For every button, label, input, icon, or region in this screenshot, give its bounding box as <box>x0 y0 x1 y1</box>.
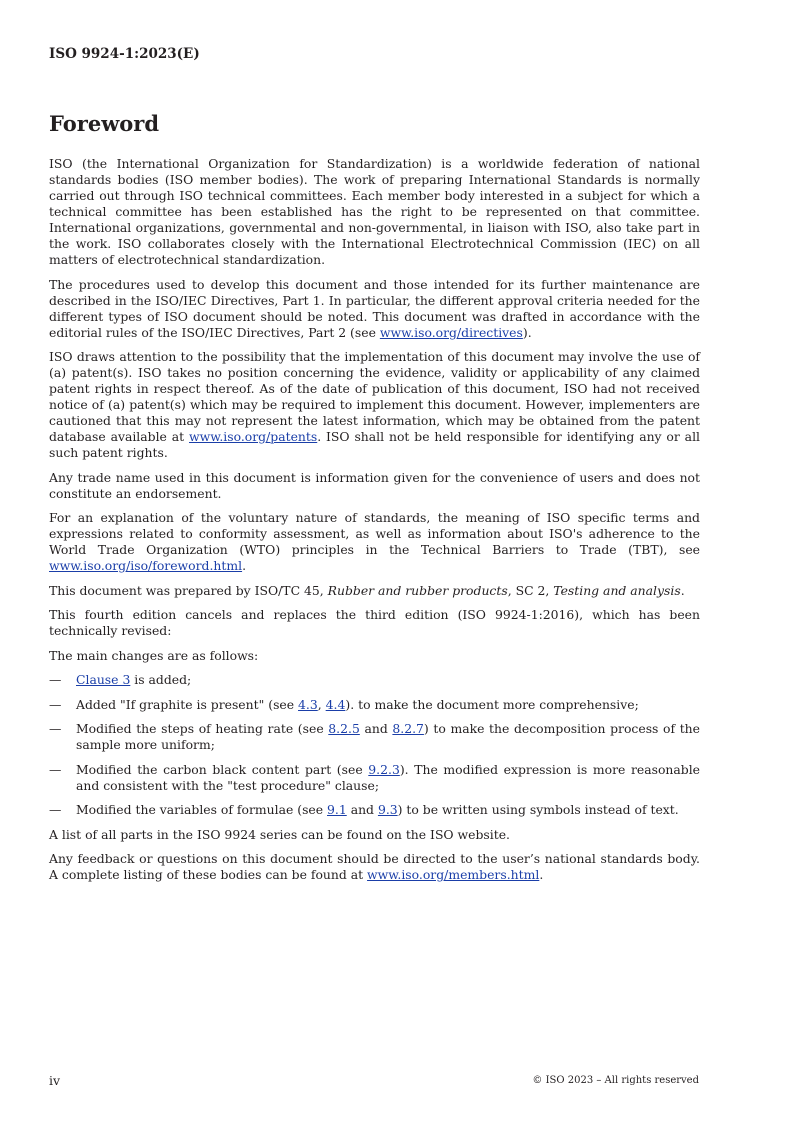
section-4-3-link[interactable]: 4.3 <box>298 696 318 712</box>
page-number: iv <box>49 1073 61 1088</box>
foreword-body <box>49 156 700 892</box>
paragraph-iso-intro: ISO (the International Organization for Standardization) is a worldwide federation of national standards bodies (ISO member bodies). The work of preparing International Standards is normally carried out through ISO technical committees. Each member body interested in a subject for which a technical committee has been established has the right to be represented on that committee. International organizations, governmental and non-governmental, in liaison with ISO, also take part in the work. ISO collaborates closely with the International Electrotechnical Commission (IEC) on all matters of electrotechnical standardization. <box>49 156 700 267</box>
list-item: — Clause 3 is added; <box>49 672 192 687</box>
paragraph-voluntary-nature: For an explanation of the voluntary nature of standards, the meaning of ISO specific terms and expressions related to conformity assessment, as well as information about ISO's adherence to the World Trade Organization (WTO) principles in the Technical Barriers to Trade (TBT), see www.iso.org/iso/foreword.html. <box>49 510 700 573</box>
paragraph-patents: ISO draws attention to the possibility that the implementation of this document may involve the use of (a) patent(s). ISO takes no position concerning the evidence, validity or applicability of any claimed patent rights in respect thereof. As of the date of publication of this document, ISO had not received notice of (a) patent(s) which may be required to implement this document. However, implementers are cautioned that this may not represent the latest information, which may be obtained from the patent database available at www.iso.org/patents. ISO shall not be held responsible for identifying any or all such patent rights. <box>49 349 700 460</box>
dash-marker: — <box>49 802 62 817</box>
changes-list <box>49 672 700 818</box>
paragraph-series-list: A list of all parts in the ISO 9924 series can be found on the ISO website. <box>49 826 510 842</box>
paragraph-edition: This fourth edition cancels and replaces the third edition (ISO 9924-1:2016), which has been technically revised: <box>49 607 700 638</box>
section-9-1-link[interactable]: 9.1 <box>327 802 347 817</box>
clause-3-link[interactable]: Clause 3 <box>76 672 131 687</box>
list-item: — Modified the steps of heating rate (see 8.2.5 and 8.2.7) to make the decomposition process of the sample more uniform; <box>49 721 700 752</box>
dash-marker: — <box>49 721 62 736</box>
dash-marker: — <box>49 696 62 712</box>
section-8-2-7-link[interactable]: 8.2.7 <box>392 721 424 736</box>
section-4-4-link[interactable]: 4.4 <box>325 696 346 712</box>
page-title: Foreword <box>49 111 160 136</box>
members-link[interactable]: www.iso.org/members.html <box>367 867 540 882</box>
paragraph-trade-name: Any trade name used in this document is information given for the convenience of users and does not constitute an endorsement. <box>49 469 700 501</box>
foreword-link[interactable]: www.iso.org/iso/foreword.html <box>49 558 243 573</box>
dash-marker: — <box>49 761 62 777</box>
patents-link[interactable]: www.iso.org/patents <box>189 429 318 444</box>
section-9-2-3-link[interactable]: 9.2.3 <box>368 761 400 777</box>
dash-marker: — <box>49 672 62 687</box>
list-item: — Added "If graphite is present" (see 4.3, 4.4). to make the document more comprehensive; <box>49 696 639 712</box>
list-item: — Modified the carbon black content part (see 9.2.3). The modified expression is more reasonable and consistent with the "test procedure" clause; <box>49 761 701 793</box>
copyright-notice: © ISO 2023 – All rights reserved <box>532 1075 699 1086</box>
paragraph-prepared-by: This document was prepared by ISO/TC 45, Rubber and rubber products, SC 2, Testing and analysis. <box>49 582 685 598</box>
section-9-3-link[interactable]: 9.3 <box>377 802 398 817</box>
document-id: ISO 9924-1:2023(E) <box>49 46 200 62</box>
paragraph-feedback: Any feedback or questions on this document should be directed to the user’s national standards body. A complete listing of these bodies can be found at www.iso.org/members.html. <box>49 851 700 882</box>
directives-link[interactable]: www.iso.org/directives <box>379 324 523 340</box>
list-item: — Modified the variables of formulae (see 9.1 and 9.3) to be written using symbols instead of text. <box>49 802 679 817</box>
paragraph-procedures: The procedures used to develop this document and those intended for its further maintenance are described in the ISO/IEC Directives, Part 1. In particular, the different approval criteria needed for the different types of ISO document should be noted. This document was drafted in accordance with the editorial rules of the ISO/IEC Directives, Part 2 (see www.iso.org/directives). <box>49 276 700 340</box>
paragraph-main-changes: The main changes are as follows: <box>49 647 259 663</box>
section-8-2-5-link[interactable]: 8.2.5 <box>328 721 360 736</box>
